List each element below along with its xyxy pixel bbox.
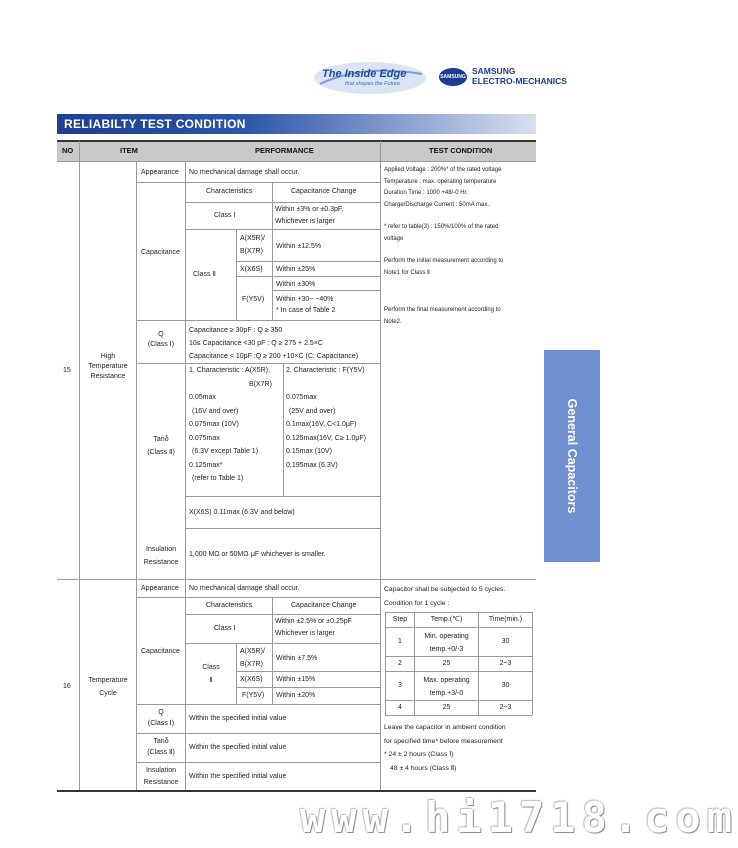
row16-cond-top bbox=[384, 583, 505, 611]
row15-capacitance-label: Capacitance bbox=[141, 249, 180, 256]
row16-cond-bottom-l4: 48 ± 4 hours (Class Ⅱ) bbox=[390, 764, 457, 772]
row16-q-label bbox=[137, 707, 185, 729]
row15-tan-right-l6: 0.15max (10V) bbox=[286, 448, 332, 455]
row16-ins-label bbox=[137, 765, 185, 789]
row16-no: 16 bbox=[63, 683, 71, 690]
row15-tan-right bbox=[286, 364, 366, 472]
row15-ins-label-l2: Resistance bbox=[143, 559, 179, 566]
row15-appearance-label: Appearance bbox=[141, 169, 179, 176]
cycle-row1-time: 30 bbox=[501, 638, 510, 645]
row15-q-perf-l1: Capacitance ≥ 30pF : Q ≥ 350 bbox=[189, 327, 283, 334]
page-title: RELIABILTY TEST CONDITION bbox=[64, 117, 246, 131]
row15-q-label bbox=[137, 330, 185, 350]
row15-tan-label-l2: (Class Ⅱ) bbox=[147, 449, 175, 456]
row15-cond-l8: Note1 for Class Ⅱ bbox=[384, 269, 430, 276]
row15-cond-l7: Perform the initial measurement according to bbox=[384, 258, 504, 264]
cycle-row2-step: 2 bbox=[398, 660, 402, 667]
cycle-row2-time: 2~3 bbox=[499, 660, 512, 667]
row16-ins-label-l2: Resistance bbox=[143, 779, 179, 786]
row15-y5v-change-l2: Within +30~ −40% bbox=[276, 296, 334, 303]
row16-class1: Class Ⅰ bbox=[214, 625, 236, 632]
row15-q-label-l2: (Class Ⅰ) bbox=[147, 341, 175, 348]
row16-cond-bottom-l3: * 24 ± 2 hours (Class Ⅰ) bbox=[384, 751, 454, 758]
row15-x5r-l1: A(X5R)/ bbox=[240, 235, 265, 242]
cycle-row1-temp bbox=[415, 630, 478, 656]
row15-tan-left-l1: 1. Characteristic : A(X5R), bbox=[189, 367, 270, 374]
row16-ins-label-l1: Insulation bbox=[146, 767, 176, 774]
row16-char-header: Characteristics bbox=[206, 602, 253, 609]
row15-tan-right-l1: 2. Characteristic : F(Y5V) bbox=[286, 367, 365, 374]
col-no: NO bbox=[62, 146, 74, 155]
col-item: ITEM bbox=[120, 146, 138, 155]
row16-class1-change-l2: Whichever is larger bbox=[275, 630, 335, 637]
row16-q-label-l2: (Class Ⅰ) bbox=[147, 720, 175, 727]
cycle-header-step: Step bbox=[392, 616, 408, 623]
row16-class2-l1: Class bbox=[202, 664, 220, 671]
row15-item bbox=[80, 352, 136, 382]
row16-class1-change-l1: Within ±2.5% or ±0.25pF bbox=[275, 618, 352, 625]
row16-capacitance-label: Capacitance bbox=[141, 648, 180, 655]
cycle-row4-time: 2~3 bbox=[499, 704, 512, 711]
row15-x5r-l2: B(X7R) bbox=[240, 248, 263, 255]
row15-y5v: F(Y5V) bbox=[242, 296, 265, 303]
row15-ins-label-l1: Insulation bbox=[146, 546, 176, 553]
row16-tan-perf: Within the specified initial value bbox=[189, 744, 287, 751]
row15-cond-l5: * refer to table(3) : 150%/100% of the rated bbox=[384, 224, 499, 230]
brand-name bbox=[472, 66, 567, 86]
row16-change-header: Capacitance Change bbox=[291, 602, 357, 609]
brand-line-2: ELECTRO-MECHANICS bbox=[472, 76, 567, 86]
row15-item-line3: Resistance bbox=[90, 373, 126, 380]
col-performance: PERFORMANCE bbox=[255, 146, 314, 155]
row16-class2 bbox=[186, 661, 236, 687]
samsung-logo-text: SAMSUNG bbox=[440, 74, 466, 80]
row16-x5r-l2: B(X7R) bbox=[240, 661, 263, 668]
row16-cond-top-l2: Condition for 1 cycle : bbox=[384, 600, 450, 607]
side-tab-label: General Capacitors bbox=[565, 398, 579, 514]
row15-item-line2: Temperature bbox=[88, 363, 128, 370]
logo-tagline: that shapes the Future bbox=[345, 81, 401, 87]
row16-class2-l2: Ⅱ bbox=[209, 677, 213, 684]
row15-no: 15 bbox=[63, 367, 71, 374]
row16-x5r-l1: A(X5R)/ bbox=[240, 648, 265, 655]
row15-appearance-perf: No mechanical damage shall occur. bbox=[189, 169, 300, 176]
logo-inside-text: The Inside Edge bbox=[322, 68, 407, 80]
row15-q-label-l1: Q bbox=[158, 331, 164, 338]
row16-tan-label-l2: (Class Ⅱ) bbox=[147, 749, 175, 756]
cycle-header-temp: Temp.(℃) bbox=[430, 616, 463, 623]
row16-item-line1: Temperature bbox=[88, 677, 128, 684]
row16-cond-bottom-l2: for specified time* before measurement bbox=[384, 737, 503, 745]
row15-tan-left-l5: 0.075max (10V) bbox=[189, 421, 239, 428]
cycle-header-time: Time(min.) bbox=[488, 616, 523, 623]
row16-cond-bottom bbox=[384, 721, 506, 775]
row15-q-perf bbox=[189, 324, 358, 363]
row16-tan-label bbox=[137, 736, 185, 758]
row15-class1: Class Ⅰ bbox=[214, 212, 236, 219]
watermark: www.hi1718.com bbox=[300, 793, 738, 842]
row15-x5r bbox=[240, 234, 265, 256]
row15-x6s-change: Within ±25% bbox=[276, 266, 316, 273]
row15-y5v-change-l1: Within ±30% bbox=[276, 281, 316, 288]
row15-cond-l4: Charge/Discharge Current : 50mA max. bbox=[384, 201, 490, 208]
row15-tan-left-l7: (6.3V except Table 1) bbox=[192, 448, 259, 455]
brand-line-1: SAMSUNG bbox=[472, 66, 516, 76]
cycle-row1-temp-l1: Min. operating bbox=[424, 633, 469, 640]
cycle-row1-temp-l2: temp.+0/-3 bbox=[429, 646, 464, 653]
row15-y5v-change bbox=[276, 280, 335, 315]
row15-q-perf-l3: Capacitance < 10pF :Q ≥ 200 +10×C (C: Capacitance) bbox=[189, 353, 359, 360]
row15-cond-l6: voltage bbox=[384, 235, 404, 242]
cycle-row3-temp-l1: Max. operating bbox=[423, 677, 470, 684]
row15-change-header: Capacitance Change bbox=[291, 188, 357, 195]
row16-ins-perf: Within the specified initial value bbox=[189, 773, 287, 780]
col-test-condition: TEST CONDITION bbox=[429, 146, 493, 155]
cycle-row3-step: 3 bbox=[398, 682, 402, 689]
row16-x6s-change: Within ±15% bbox=[276, 676, 316, 683]
cycle-row3-temp bbox=[415, 674, 478, 700]
cycle-row2-temp: 25 bbox=[442, 660, 451, 667]
row15-tan-left-l8: 0.125max* bbox=[189, 461, 223, 469]
cycle-row3-time: 30 bbox=[501, 682, 510, 689]
row16-y5v: F(Y5V) bbox=[242, 692, 265, 699]
row15-cond-l2: Temperature : max. operating temperature bbox=[384, 178, 497, 185]
row16-q-perf: Within the specified initial value bbox=[189, 715, 287, 722]
row15-tan-left-l6: 0.075max bbox=[189, 434, 220, 442]
row15-tan-right-l4: 0.1max(16V, C<1.0μF) bbox=[286, 421, 357, 428]
row16-tan-label-l1: Tanδ bbox=[153, 738, 169, 745]
row15-y5v-change-l3: * In case of Table 2 bbox=[276, 307, 336, 314]
cycle-row1-step: 1 bbox=[398, 638, 402, 645]
row15-class1-change-l2: Whichever is larger bbox=[275, 218, 335, 225]
row16-x5r-change: Within ±7.5% bbox=[276, 655, 318, 662]
row16-appearance-label: Appearance bbox=[141, 585, 179, 592]
row16-item bbox=[80, 674, 136, 700]
row15-tan-left-l3: 0.05max bbox=[189, 394, 216, 401]
row15-tan-label bbox=[137, 435, 185, 458]
cycle-row4-temp: 25 bbox=[442, 704, 451, 711]
row15-ins-label bbox=[137, 543, 185, 569]
row16-x5r bbox=[240, 647, 265, 669]
row15-tan-label-l1: Tanδ bbox=[153, 436, 169, 443]
row16-q-label-l1: Q bbox=[158, 709, 164, 716]
row16-appearance-perf: No mechanical damage shall occur. bbox=[189, 585, 300, 592]
row15-q-perf-l2: 10≤ Capacitance <30 pF : Q ≥ 275 + 2.5×C bbox=[189, 340, 323, 347]
row15-x5r-change: Within ±12.5% bbox=[276, 243, 322, 250]
row15-tan-left bbox=[189, 364, 272, 486]
row15-cond-l10: Note2. bbox=[384, 318, 402, 325]
row15-cond-l9: Perform the final measurement according to bbox=[384, 307, 501, 313]
row15-test-condition bbox=[384, 165, 503, 328]
row15-tan-right-l7: 0.195max (6.3V) bbox=[286, 461, 338, 469]
row15-class1-change bbox=[275, 205, 343, 226]
row15-tan-right-l5: 0.125max(16V, C≥ 1.0μF) bbox=[286, 434, 366, 442]
row16-x6s: X(X6S) bbox=[240, 676, 263, 683]
row15-item-line1: High bbox=[100, 353, 116, 360]
cycle-row3-temp-l2: temp.+3/-0 bbox=[429, 690, 464, 697]
row16-cond-bottom-l1: Leave the capacitor in ambient condition bbox=[384, 724, 506, 731]
row15-tan-left-l2: B(X7R) bbox=[249, 380, 272, 388]
row15-char-header: Characteristics bbox=[206, 188, 253, 195]
row15-tan-right-l3: (25V and over) bbox=[289, 407, 336, 415]
row16-cond-top-l1: Capacitor shall be subjected to 5 cycles. bbox=[384, 586, 506, 593]
row15-cond-l1: Applied Voltage : 200%* of the rated voltage bbox=[384, 167, 502, 173]
row15-tan-bottom: X(X6S) 0.11max (6.3V and below) bbox=[189, 509, 295, 516]
row16-y5v-change: Within ±20% bbox=[276, 692, 316, 699]
row15-class1-change-l1: Within ±3% or ±0.3pF, bbox=[275, 206, 344, 213]
row15-ins-perf: 1,000 MΩ or 50MΩ·μF whichever is smaller. bbox=[189, 551, 326, 558]
row16-class1-change bbox=[275, 617, 352, 638]
row16-item-line2: Cycle bbox=[99, 690, 117, 697]
row15-class2: Class Ⅱ bbox=[193, 271, 216, 278]
row15-tan-left-l9: (refer to Table 1) bbox=[192, 475, 244, 482]
row15-tan-left-l4: (16V and over) bbox=[192, 407, 239, 415]
row15-tan-right-l2: 0.075max bbox=[286, 394, 317, 401]
row15-x6s: X(X6S) bbox=[240, 266, 263, 273]
cycle-row4-step: 4 bbox=[398, 704, 402, 711]
row15-cond-l3: Duration Time : 1000 +48/-0 Hr. bbox=[384, 190, 468, 196]
